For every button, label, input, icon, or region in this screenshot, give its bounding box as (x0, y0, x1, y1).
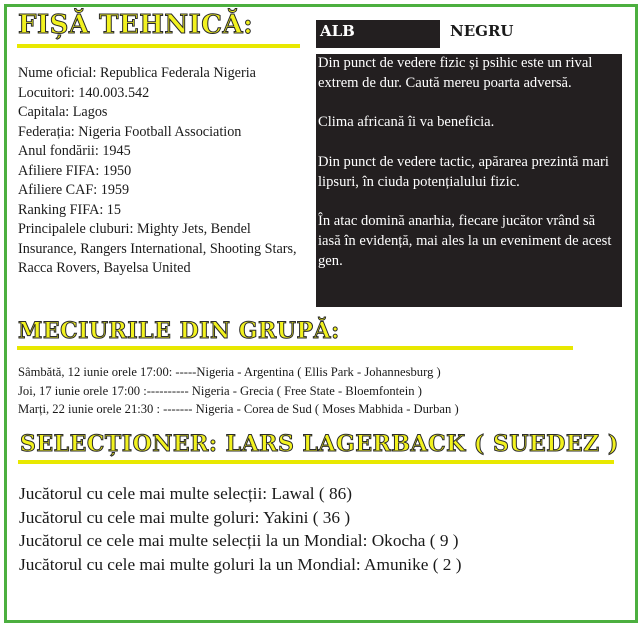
fact-founded: Anul fondării: 1945 (18, 143, 131, 159)
negru-label: NEGRU (450, 22, 514, 40)
fact-fifa-affiliation: Afiliere FIFA: 1950 (18, 162, 132, 179)
match-list (18, 363, 459, 419)
record-most-world-cup-caps: Jucătorul ce cele mai multe selecții la un Mondial: Okocha ( 9 ) (19, 531, 459, 550)
fact-list (18, 64, 306, 279)
match-grecia: Joi, 17 iunie orele 17:00 :---------- Nigeria - Grecia ( Free State - Bloemfontein ) (18, 383, 422, 398)
analysis-panel (316, 54, 622, 307)
fisa-tehnica-heading: FIȘĂ TEHNICĂ: (18, 10, 254, 40)
analysis-paragraph-attack: În atac domină anarhia, fiecare jucător vrând să iasă în evidență, mai ales la un eveniment de acest gen. (318, 213, 612, 269)
fact-capital: Capitala: Lagos (18, 104, 108, 120)
fact-federation: Federația: Nigeria Football Association (18, 123, 242, 140)
analysis-paragraph-tactics: Din punct de vedere tactic, apărarea prezintă mari lipsuri, în ciuda potențialului fizic. (318, 153, 609, 190)
fact-official-name: Nume oficial: Republica Federala Nigeria (18, 65, 256, 81)
fact-main-clubs: Principalele cluburi: Mighty Jets, Bendel Insurance, Rangers International, Shooting Stars, Racca Rovers, Bayelsa United (18, 221, 297, 276)
coach-underline (18, 460, 614, 464)
alb-label: ALB (316, 20, 440, 48)
fact-population: Locuitori: 140.003.542 (18, 84, 150, 101)
record-most-world-cup-goals: Jucătorul cu cele mai multe goluri la un Mondial: Amunike ( 2 ) (19, 554, 462, 574)
coach-heading: SELECȚIONER: LARS LAGERBACK ( SUEDEZ ) (20, 431, 619, 457)
record-most-caps: Jucătorul cu cele mai multe selecții: Lawal ( 86) (19, 484, 353, 503)
records-list (19, 482, 462, 576)
match-argentina: Sâmbătă, 12 iunie orele 17:00: -----Nigeria - Argentina ( Ellis Park - Johannesburg ) (18, 365, 441, 379)
analysis-paragraph-physical: Din punct de vedere fizic și psihic este un rival extrem de dur. Caută mereu poarta adversă. (318, 55, 593, 91)
fisa-tehnica-underline (17, 44, 300, 48)
match-corea-de-sud: Marți, 22 iunie orele 21:30 : ------- Nigeria - Corea de Sud ( Moses Mabhida - Durban ) (18, 402, 459, 416)
fact-fifa-ranking: Ranking FIFA: 15 (18, 201, 121, 218)
analysis-paragraph-climate: Clima africană îi va beneficia. (318, 114, 495, 131)
record-most-goals: Jucătorul cu cele mai multe goluri: Yakini ( 36 ) (19, 507, 351, 527)
fact-caf-affiliation: Afiliere CAF: 1959 (18, 182, 130, 198)
group-matches-heading: MECIURILE DIN GRUPĂ: (18, 318, 340, 344)
group-matches-underline (17, 346, 573, 350)
